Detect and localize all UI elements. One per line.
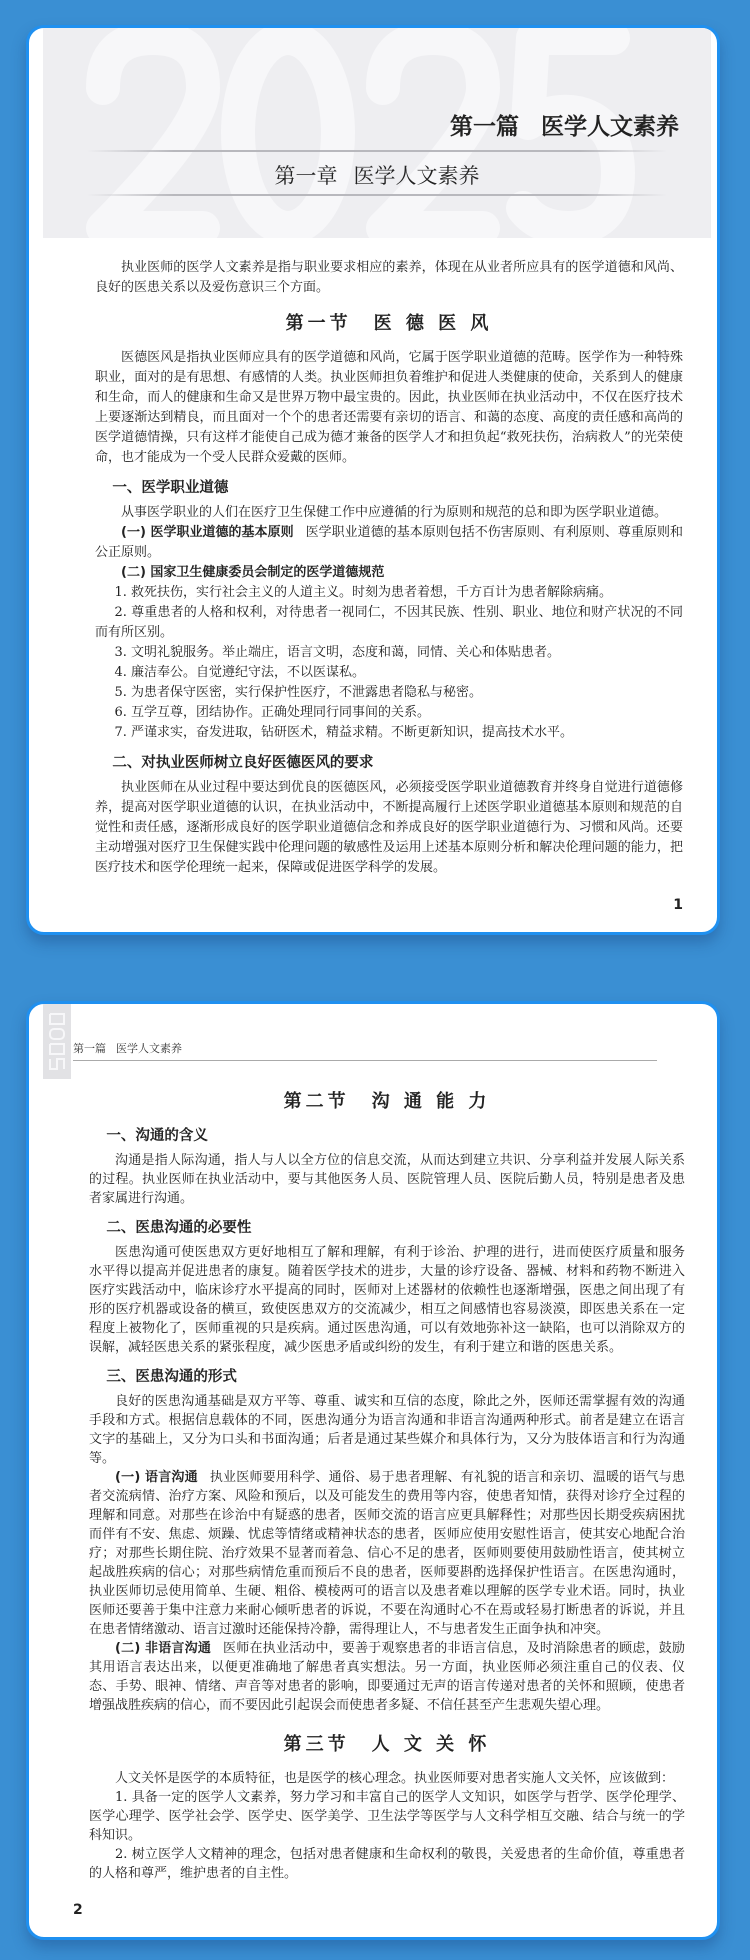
page-number: 2	[73, 1902, 83, 1918]
paragraph: 从事医学职业的人们在医疗卫生保健工作中应遵循的行为原则和规范的总和即为医学职业道德。	[121, 505, 668, 520]
subheading: (一) 语言沟通	[115, 1470, 198, 1485]
paragraph: 沟通是指人际沟通，指人与人以全方位的信息交流，从而达到建立共识、分享利益并发展人际关系的过程。执业医师在执业活动中，要与其他医务人员、医院管理人员、医院后勤人员，特别是患者及患者家属进行沟通。	[89, 1153, 685, 1206]
divider	[87, 150, 667, 152]
part-label: 第一篇	[450, 114, 519, 140]
page-1	[26, 25, 720, 935]
page-2	[26, 1001, 720, 1940]
watermark-digit	[50, 1059, 64, 1069]
paragraph	[89, 1639, 685, 1715]
side-strip	[43, 1004, 71, 1079]
chapter-name: 医学人文素养	[353, 164, 480, 188]
heading: 二、医患沟通的必要性	[106, 1220, 252, 1236]
heading: 一、沟通的含义	[106, 1128, 208, 1144]
year-watermark-graphic	[48, 1012, 66, 1072]
paragraph	[95, 523, 683, 563]
heading: 二、对执业医师树立良好医德医风的要求	[112, 755, 374, 771]
chapter-header-banner	[43, 28, 711, 238]
intro-paragraph: 执业医师的医学人文素养是指与职业要求相应的素养，体现在从业者所应具有的医学道德和风尚、良好的医患关系以及爱伤意识三个方面。	[95, 260, 683, 295]
watermark-digit	[50, 1014, 64, 1024]
list-item: 6. 互学互尊，团结协作。正确处理同行同事间的关系。	[114, 705, 431, 720]
list-item: 4. 廉洁奉公。自觉遵纪守法，不以医谋私。	[114, 665, 366, 680]
list-item: 7. 严谨求实，奋发进取，钻研医术，精益求精。不断更新知识，提高技术水平。	[114, 725, 574, 740]
part-title	[450, 108, 679, 141]
page-1-body	[95, 258, 683, 878]
watermark-digit	[238, 38, 338, 228]
part-name: 医学人文素养	[541, 114, 679, 140]
list-item: 5. 为患者保守医密，实行保护性医疗，不泄露患者隐私与秘密。	[114, 685, 483, 700]
heading: 三、医患沟通的形式	[106, 1369, 237, 1385]
paragraph: 执业医师在从业过程中要达到优良的医德医风，必须接受医学职业道德教育并终身自觉进行道德修养，提高对医学职业道德的认识，在执业活动中，不断提高履行上述医学职业道德基本原则和规范的自觉性和责任感，逐渐形成良好的医学职业道德信念和养成良好的医学职业道德行为、习惯和风尚。还要主动增强对医疗卫生保健实践中伦理问题的敏感性及运用上述基本原则分析和解决伦理问题的能力，把医疗技术和医学伦理统一起来，保障或促进医学科学的发展。	[95, 780, 683, 875]
paragraph-text: 执业医师要用科学、通俗、易于患者理解、有礼貌的语言和亲切、温暖的语气与患者交流病情、治疗方案、风险和预后，以及可能发生的费用等内容，使患者知情，获得对诊疗全过程的理解和同意。对那些在诊治中有疑惑的患者，医师交流的语言应更具解释性；对那些因长期受疾病困扰而伴有不安、焦虑、烦躁、忧虑等情绪或精神状态的患者，医师应使用安慰性语言，使其安心地配合治疗；对那些长期住院、治疗效果不显著而着急、信心不足的患者，医师则要使用鼓励性语言，使其树立起战胜疾病的信心；对那些病情危重而预后不良的患者，医师要斟酌选择保护性语言。在医患沟通时，执业医师切忌使用简单、生硬、粗俗、模棱两可的语言以及患者难以理解的医学专业术语。同时，执业医师还要善于集中注意力来耐心倾听患者的诉说，不要在沟通时心不在焉或轻易打断患者的诉说，并且在患者情绪激动、语言过激时还能保持冷静，需得理让人，不与患者发生正面争执和冲突。	[89, 1470, 685, 1637]
running-title: 医学人文素养	[116, 1042, 182, 1055]
running-header	[73, 1042, 182, 1056]
list-item: 2. 树立医学人文精神的理念，包括对患者健康和生命权利的敬畏，关爱患者的生命价值，尊重患者的人格和尊严，维护患者的自主性。	[89, 1847, 685, 1881]
heading: 一、医学职业道德	[112, 480, 229, 496]
running-part: 第一篇	[73, 1042, 106, 1055]
subheading: (一) 医学职业道德的基本原则	[121, 525, 294, 540]
paragraph: 良好的医患沟通基础是双方平等、尊重、诚实和互信的态度，除此之外，医师还需掌握有效的沟通手段和方式。根据信息载体的不同，医患沟通分为语言沟通和非语言沟通两种形式。前者是建立在语言文字的基础上，又分为口头和书面沟通；后者是通过某些媒介和具体行为，又分为肢体语言和行为沟通等。	[89, 1394, 685, 1466]
watermark-digit	[50, 1044, 64, 1054]
paragraph: 人文关怀是医学的本质特征，也是医学的核心理念。执业医师要对患者实施人文关怀，应该做到：	[115, 1771, 675, 1786]
list-item: 1. 救死扶伤，实行社会主义的人道主义。时刻为患者着想，千方百计为患者解除病痛。	[114, 585, 613, 600]
paragraph: 医患沟通可使医患双方更好地相互了解和理解，有利于诊治、护理的进行，进而使医疗质量和服务水平得以提高并促进患者的康复。随着医学技术的进步，大量的诊疗设备、器械、材料和药物不断进入医疗实践活动中，临床诊疗水平提高的同时，医师对上述器材的依赖性也逐渐增强，医患之间出现了有形的医疗机器或设备的横亘，致使医患双方的交流减少，相互之间感情也容易淡漠，即医患关系在一定程度上被物化了，医师重视的只是疾病。通过医患沟通，可以有效地弥补这一缺陷，也可以消除双方的误解，减轻医患关系的紧张程度，减少医患矛盾或纠纷的发生，有利于建立和谐的医患关系。	[89, 1245, 685, 1355]
page-2-body	[89, 1090, 685, 1883]
list-item: 2. 尊重患者的人格和权利，对待患者一视同仁，不因其民族、性别、职业、地位和财产状况的不同而有所区别。	[95, 605, 683, 640]
subheading: (二) 非语言沟通	[115, 1641, 212, 1656]
list-item: 1. 具备一定的医学人文素养，努力学习和丰富自己的医学人文知识，如医学与哲学、医学伦理学、医学心理学、医学社会学、医学史、医学美学、卫生法学等医学与人文科学相互交融、结合与统一的学科知识。	[89, 1790, 685, 1843]
list-item: 3. 文明礼貌服务。举止端庄，语言文明，态度和蔼，同情、关心和体贴患者。	[114, 645, 561, 660]
section-title: 第三节 人 文 关 怀	[283, 1734, 491, 1755]
paragraph	[95, 563, 683, 583]
paragraph	[89, 1468, 685, 1639]
subheading: (二) 国家卫生健康委员会制定的医学道德规范	[121, 565, 385, 580]
paragraph-text: 医学职业道德的基本原则包括不伤害原则、有利原则、尊重原则和公正原则。	[95, 525, 683, 560]
paragraph-text: 医师在执业活动中，要善于观察患者的非语言信息，及时消除患者的顾虑，鼓励其用语言表达出来，以便更准确地了解患者真实想法。另一方面，执业医师必须注重自己的仪表、仪态、手势、眼神、情绪、声音等对患者的影响，即要通过无声的语言传递对患者的关怀和照顾，使患者增强战胜疾病的信心，而不要因此引起误会而使患者多疑、不信任甚至产生悲观失望心理。	[89, 1641, 685, 1713]
chapter-title	[43, 160, 711, 190]
watermark-digit	[50, 1029, 64, 1039]
header-rule	[73, 1060, 657, 1061]
page-number: 1	[673, 897, 683, 913]
section-title: 第一节 医 德 医 风	[285, 313, 493, 334]
paragraph: 医德医风是指执业医师应具有的医学道德和风尚，它属于医学职业道德的范畴。医学作为一种特殊职业，面对的是有思想、有感情的人类。执业医师担负着维护和促进人类健康的使命，关系到人的健康和生命，而人的健康和生命又是世界万物中最宝贵的。因此，执业医师在执业活动中，不仅在医疗技术上要逐渐达到精良，而且面对一个个的患者还需要有亲切的语言、和蔼的态度、高度的责任感和高尚的医学道德情操，只有这样才能使自己成为德才兼备的医学人才和担负起“救死扶伤，治病救人”的光荣使命，也才能成为一个受人民群众爱戴的医师。	[95, 350, 683, 465]
divider	[87, 194, 667, 196]
section-title: 第二节 沟 通 能 力	[283, 1091, 491, 1112]
chapter-label: 第一章	[274, 164, 338, 188]
watermark-digit	[103, 38, 203, 228]
